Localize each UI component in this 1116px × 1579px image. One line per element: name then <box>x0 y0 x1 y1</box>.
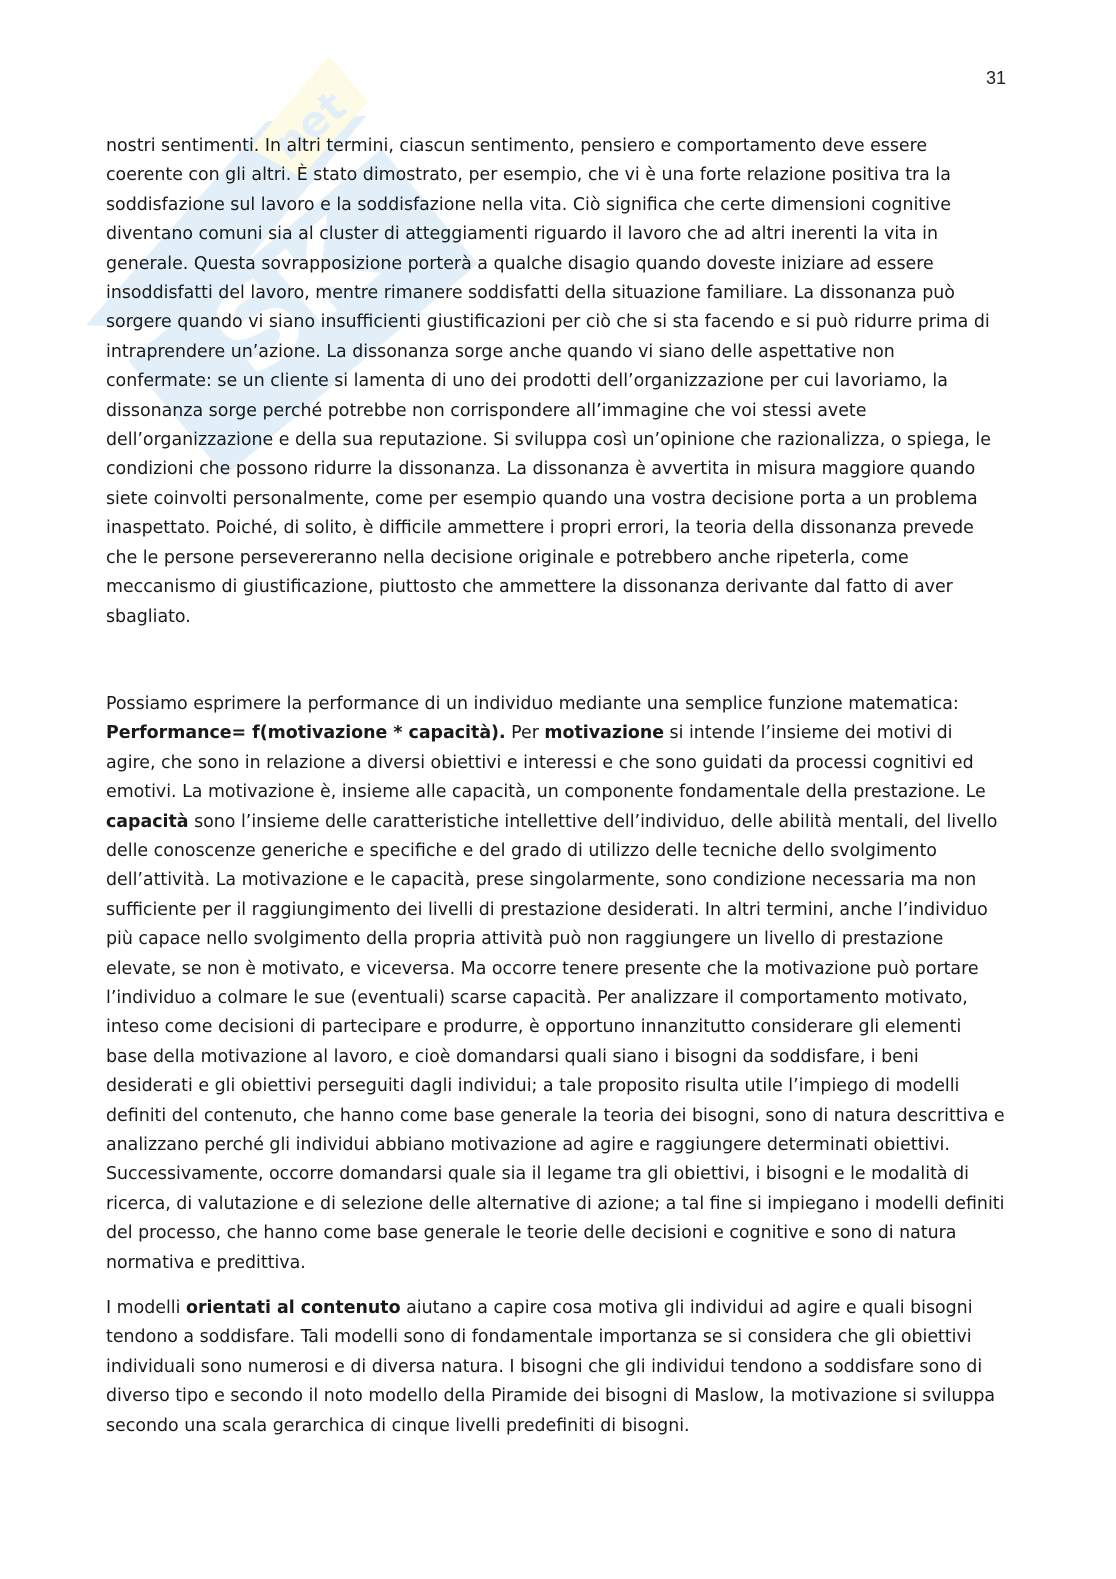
performance-formula: Performance= f(motivazione * capacità). <box>106 723 506 744</box>
text-run: Possiamo esprimere la performance di un individuo mediante una semplice funzione matematica: <box>106 693 959 714</box>
page-number: 31 <box>985 68 1006 88</box>
text-run: Per <box>505 723 545 744</box>
text-run: I modelli <box>106 1298 186 1319</box>
body-text <box>106 132 1006 1441</box>
term-orientati-al-contenuto: orientati al contenuto <box>186 1298 401 1319</box>
text-run: aiutano a capire cosa motiva gli individui ad agire e quali bisogni tendono a soddisfare. Tali modelli sono di fondamentale importanza se si considera che gli obiettivi individuali sono numerosi e di diversa natura. I bisogni che gli individui tendono a soddisfare sono di diverso tipo e secondo il noto modello della Piramide dei bisogni di Maslow, la motivazione si sviluppa secondo una scala gerarchica di cinque livelli predefiniti di bisogni. <box>106 1298 996 1436</box>
paragraph-performance <box>106 690 1006 1278</box>
svg-text:net: net <box>263 81 356 170</box>
svg-text:SK: SK <box>187 196 396 401</box>
term-motivazione: motivazione <box>544 723 665 744</box>
paragraph-content-models <box>106 1294 1006 1441</box>
text-run: si intende l’insieme dei motivi di agire, che sono in relazione a diversi obiettivi e interessi e che sono guidati da processi cognitivi ed emotivi. La motivazione è, insieme alle capacità, un componente fondamentale della prestazione. Le <box>106 723 986 803</box>
text-run: sono l’insieme delle caratteristiche intellettive dell’individuo, delle abilità mentali, del livello delle conoscenze generiche e specifiche e del grado di utilizzo delle tecniche dello svolgimento dell’attività. La motivazione e le capacità, prese singolarmente, sono condizione necessaria ma non sufficiente per il raggiungimento dei livelli di prestazione desiderati. In altri termini, anche l’individuo più capace nello svolgimento della propria attività può non raggiungere un livello di prestazione elevate, se non è motivato, e viceversa. Ma occorre tenere presente che la motivazione può portare l’individuo a colmare le sue (eventuali) scarse capacità. Per analizzare il comportamento motivato, inteso come decisioni di partecipare e produrre, è opportuno innanzitutto considerare gli elementi base della motivazione al lavoro, e cioè domandarsi quali siano i bisogni da soddisfare, i beni desiderati e gli obiettivi perseguiti dagli individui; a tale proposito risulta utile l’impiego di modelli definiti del contenuto, che hanno come base generale la teoria dei bisogni, sono di natura descrittiva e analizzano perché gli individui abbiano motivazione ad agire e raggiungere determinati obiettivi. Successivamente, occorre domandarsi quale sia il legame tra gli obiettivi, i bisogni e le modalità di ricerca, di valutazione e di selezione delle alternative di azione; a tal fine si impiegano i modelli definiti del processo, che hanno come base generale le teorie delle decisioni e cognitive e sono di natura normativa e predittiva. <box>106 811 1005 1273</box>
term-capacita: capacità <box>106 811 189 832</box>
paragraph-dissonance: nostri sentimenti. In altri termini, ciascun sentimento, pensiero e comportamento deve essere coerente con gli altri. È stato dimostrato, per esempio, che vi è una forte relazione positiva tra la soddisfazione sul lavoro e la soddisfazione nella vita. Ciò significa che certe dimensioni cognitive diventano comuni sia al cluster di atteggiamenti riguardo il lavoro che ad altri inerenti la vita in generale. Questa sovrapposizione porterà a qualche disagio quando doveste iniziare ad essere insoddisfatti del lavoro, mentre rimanere soddisfatti della situazione familiare. La dissonanza può sorgere quando vi siano insufficienti giustificazioni per ciò che si sta facendo e si può ridurre prima di intraprendere un’azione. La dissonanza sorge anche quando vi siano delle aspettative non confermate: se un cliente si lamenta di uno dei prodotti dell’organizzazione per cui lavoriamo, la dissonanza sorge perché potrebbe non corrispondere all’immagine che voi stessi avete dell’organizzazione e della sua reputazione. Si sviluppa così un’opinione che razionalizza, o spiega, le condizioni che possono ridurre la dissonanza. La dissonanza è avvertita in misura maggiore quando siete coinvolti personalmente, come per esempio quando una vostra decisione porta a un problema inaspettato. Poiché, di solito, è difficile ammettere i propri errori, la teoria della dissonanza prevede che le persone persevereranno nella decisione originale e potrebbero anche ripeterla, come meccanismo di giustificazione, piuttosto che ammettere la dissonanza derivante dal fatto di aver sbagliato. <box>106 136 991 627</box>
